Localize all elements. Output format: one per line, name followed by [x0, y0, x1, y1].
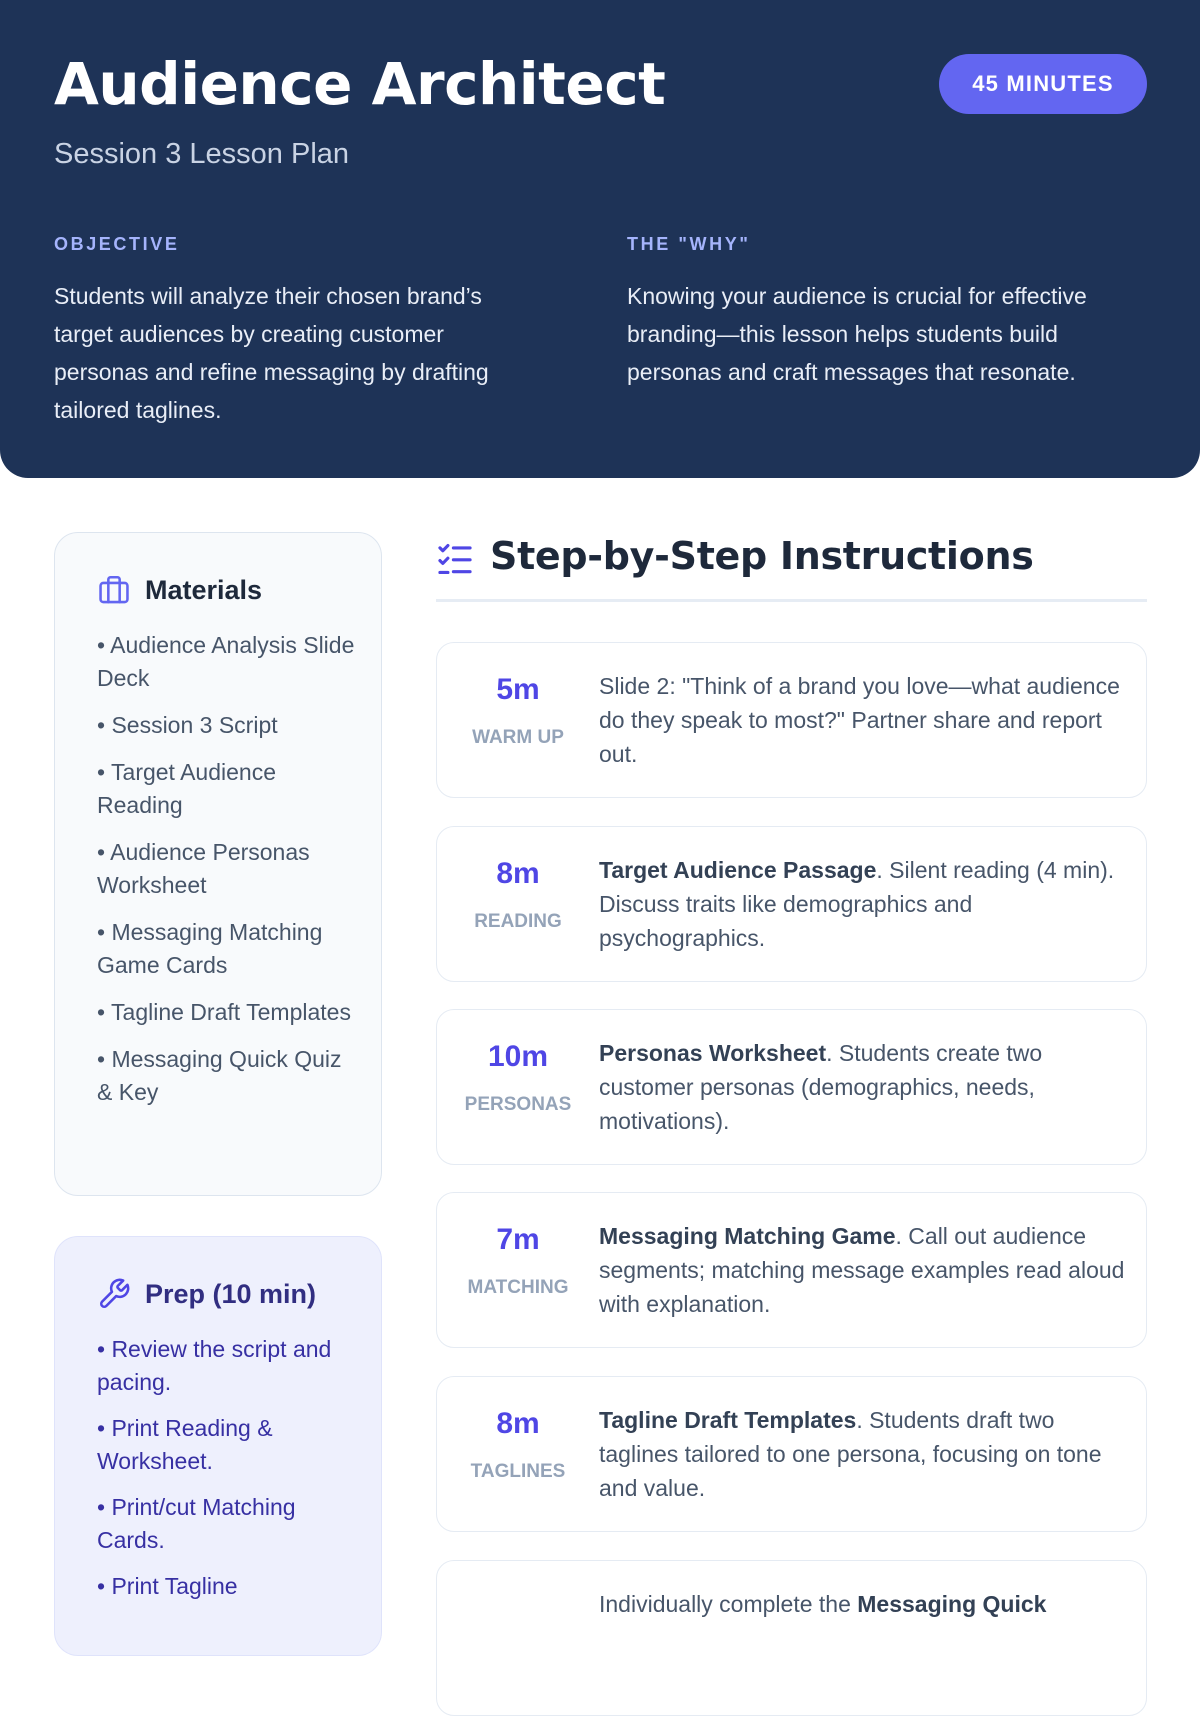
step-highlight: Messaging Quick — [857, 1591, 1047, 1617]
step-text: Slide 2: "Think of a brand you love—what audience do they speak to most?" Partner share and report out. — [599, 673, 1120, 767]
step-time — [437, 643, 599, 797]
step-card — [436, 1560, 1147, 1716]
materials-item: • Audience Personas Worksheet — [97, 839, 310, 898]
step-card — [436, 642, 1147, 798]
step-label: WARM UP — [472, 727, 564, 748]
instructions-title: Step-by-Step Instructions — [490, 534, 1034, 578]
objective-label: OBJECTIVE — [54, 234, 180, 254]
step-description — [599, 1036, 1127, 1138]
step-time — [437, 827, 599, 981]
materials-card — [54, 532, 382, 1196]
prep-item: • Print/cut Matching Cards. — [97, 1494, 296, 1553]
step-time — [437, 1377, 599, 1531]
prep-title: Prep (10 min) — [145, 1278, 317, 1309]
materials-item: • Messaging Quick Quiz & Key — [97, 1046, 342, 1105]
step-description — [599, 669, 1127, 771]
prep-card — [54, 1236, 382, 1656]
step-highlight: Target Audience Passage — [599, 857, 877, 883]
why-text: Knowing your audience is crucial for effective branding—this lesson helps students build personas and craft messages that resonate. — [627, 283, 1087, 385]
step-label: TAGLINES — [470, 1461, 566, 1482]
instructions-header — [436, 526, 1147, 602]
page-subtitle: Session 3 Lesson Plan — [54, 138, 350, 170]
lesson-header — [0, 0, 1200, 478]
step-time — [437, 1010, 599, 1164]
step-highlight: Tagline Draft Templates — [599, 1407, 857, 1433]
step-description — [599, 1219, 1127, 1321]
prep-item: • Print Reading & Worksheet. — [97, 1415, 273, 1474]
step-description — [599, 1587, 1127, 1621]
prep-item: • Review the script and pacing. — [97, 1336, 332, 1395]
prep-item: • Print Tagline — [97, 1573, 238, 1599]
materials-item: • Session 3 Script — [97, 712, 278, 738]
step-label: PERSONAS — [464, 1094, 572, 1115]
step-label: READING — [474, 911, 562, 932]
step-card — [436, 1376, 1147, 1532]
step-card — [436, 826, 1147, 982]
objective-text: Students will analyze their chosen brand’s target audiences by creating customer personas and refine messaging by drafting tailored taglines. — [54, 283, 489, 423]
step-minutes: 10m — [487, 1040, 549, 1073]
why-section — [627, 234, 1147, 391]
step-minutes: 8m — [496, 857, 540, 890]
step-text: . Call out audience segments; matching message examples read aloud with explanation. — [599, 1223, 1125, 1317]
prep-list — [97, 1333, 357, 1603]
briefcase-icon — [97, 573, 131, 607]
step-time — [437, 1561, 599, 1715]
step-text: . Students create two customer personas (demographics, needs, motivations). — [599, 1040, 1043, 1134]
wrench-icon — [97, 1277, 131, 1311]
step-minutes: 8m — [496, 1407, 540, 1440]
step-prefix: Individually complete the — [599, 1591, 858, 1617]
step-time — [437, 1193, 599, 1347]
step-text: . Students draft two taglines tailored to one persona, focusing on tone and value. — [599, 1407, 1102, 1501]
materials-header — [97, 573, 357, 607]
materials-item: • Tagline Draft Templates — [97, 999, 351, 1025]
materials-item: • Messaging Matching Game Cards — [97, 919, 323, 978]
materials-item: • Audience Analysis Slide Deck — [97, 632, 355, 691]
step-minutes: 7m — [496, 1223, 540, 1256]
prep-header — [97, 1277, 357, 1311]
step-card — [436, 1009, 1147, 1165]
step-card — [436, 1192, 1147, 1348]
step-highlight: Messaging Matching Game — [599, 1223, 896, 1249]
why-label: THE "WHY" — [627, 234, 751, 254]
duration-badge: 45 MINUTES — [939, 54, 1147, 114]
materials-item: • Target Audience Reading — [97, 759, 276, 818]
materials-title: Materials — [145, 574, 263, 605]
materials-list — [97, 629, 357, 1109]
objective-section — [54, 234, 544, 429]
checklist-icon — [436, 540, 474, 578]
step-description — [599, 1403, 1127, 1505]
step-highlight: Personas Worksheet — [599, 1040, 827, 1066]
page-title: Audience Architect — [54, 50, 666, 118]
step-minutes: 5m — [496, 673, 540, 706]
step-text: . Silent reading (4 min). Discuss traits like demographics and psychographics. — [599, 857, 1115, 951]
step-label: MATCHING — [467, 1277, 569, 1298]
step-description — [599, 853, 1127, 955]
